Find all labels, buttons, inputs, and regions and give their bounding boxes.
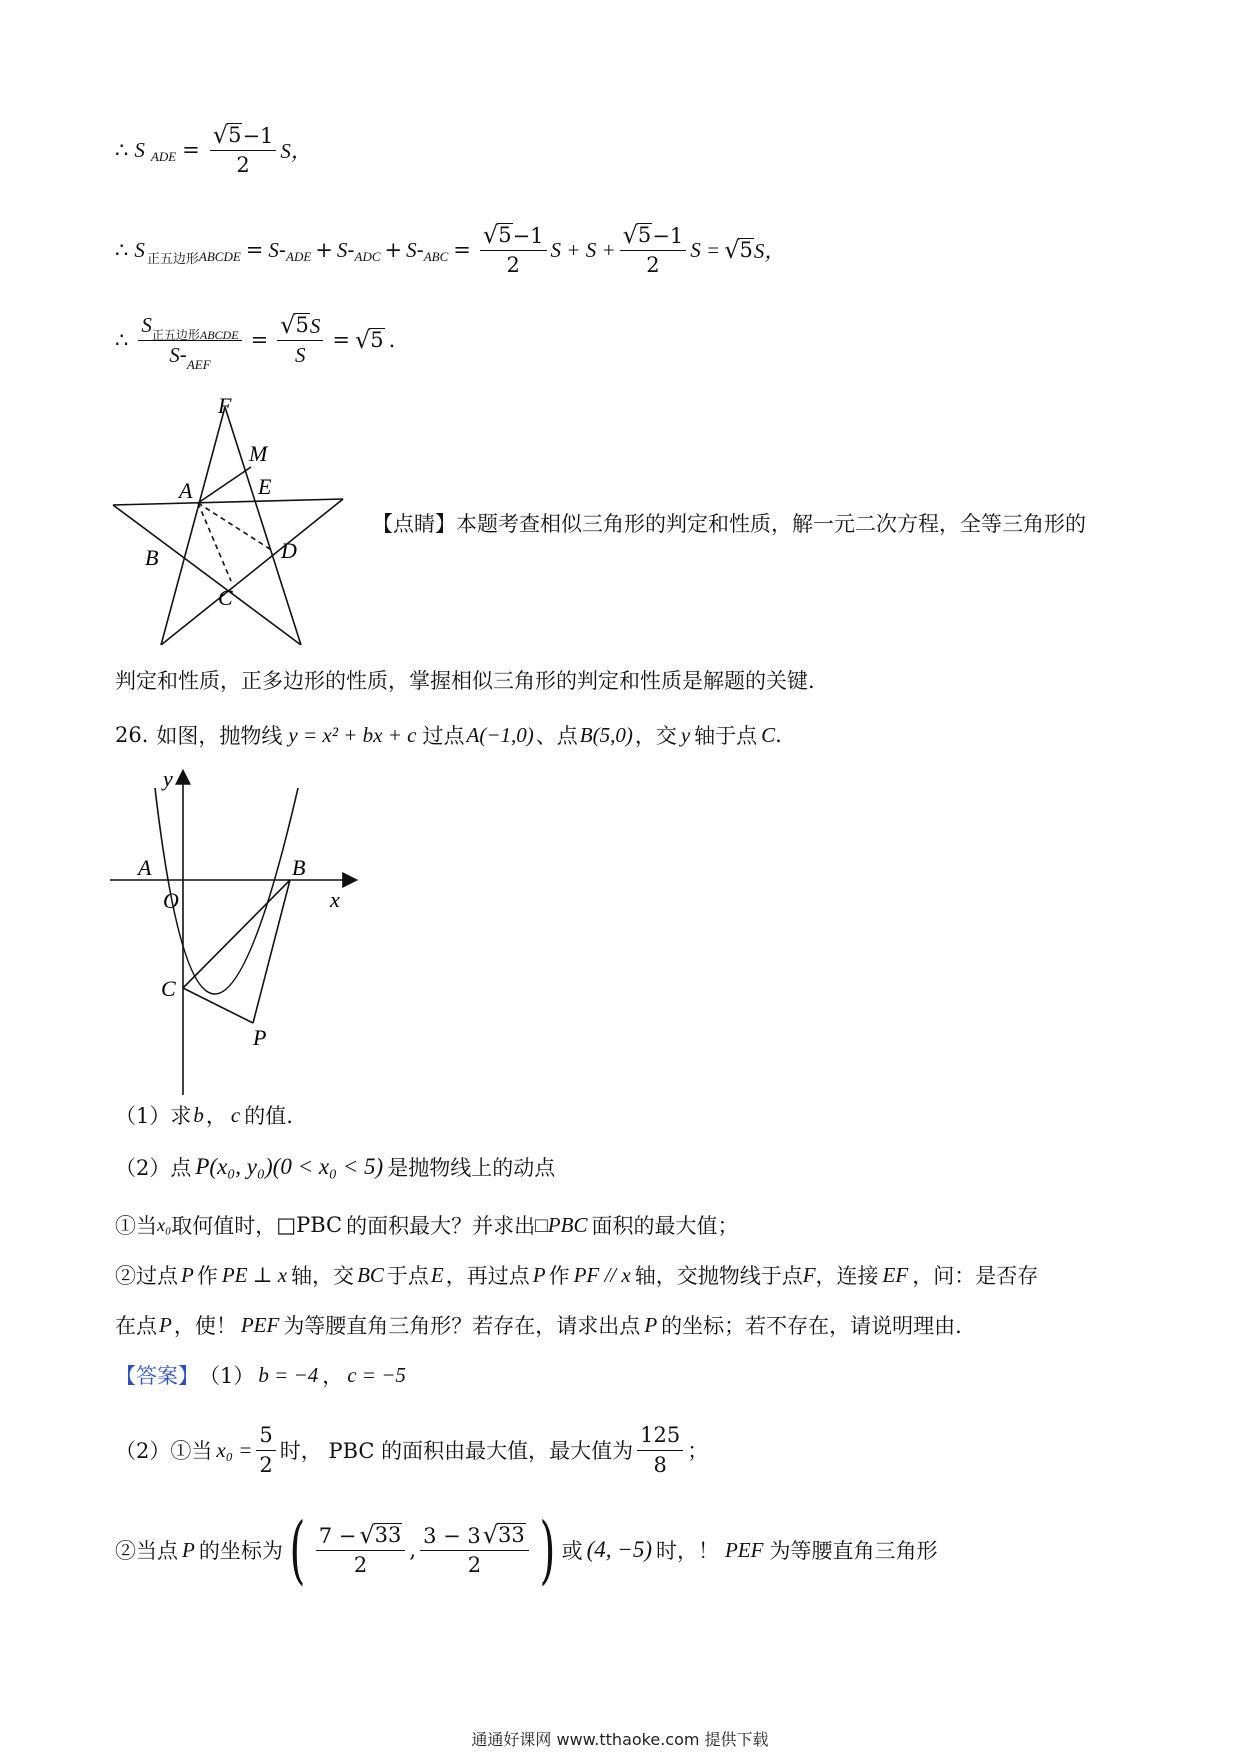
middle-terms: S + S + <box>550 237 616 262</box>
label-B: B <box>145 545 159 570</box>
sub2-P3: P <box>159 1312 172 1337</box>
answer-3-tail-1: 时，！ <box>655 1539 719 1563</box>
sub1-text-c: 的面积最大？并求出 <box>346 1214 536 1238</box>
star-edge-AE <box>113 499 343 505</box>
q26-point-A: A(−1,0) <box>466 722 534 747</box>
sub2-P4: P <box>644 1312 658 1337</box>
part-2 <box>115 1152 555 1182</box>
segment-AM <box>198 467 251 503</box>
therefore-symbol: ∴ <box>115 138 129 162</box>
equals: = <box>182 138 200 162</box>
answer-3 <box>115 1507 938 1593</box>
part-2-condition: (0 < x₀ < 5) <box>272 1154 384 1179</box>
label-x: x <box>330 887 340 912</box>
sub2-text-2c: 为等腰直角三角形？若存在，请求出点 <box>283 1314 641 1338</box>
sub2-F: F <box>802 1262 816 1287</box>
sqrt5S-over-S: √ 5 S S <box>277 313 323 367</box>
sub2-PEF: PEF <box>240 1312 280 1337</box>
label-C: C <box>218 585 233 610</box>
label-y: y <box>163 766 173 791</box>
part-2-tail: 是抛物线上的动点 <box>387 1156 556 1180</box>
answer-2-label: （2）①当 <box>115 1439 213 1463</box>
answer-3-label: ②当点 <box>115 1539 178 1563</box>
sub-question-2-line-1 <box>115 1260 1038 1290</box>
answer-3-y-fraction: 3 − 3 √ 33 2 <box>420 1523 529 1577</box>
sub2-text-c: 轴，交 <box>291 1264 355 1288</box>
pentagon-subscript: ABCDE <box>198 249 241 264</box>
part-1-label: （1）求 <box>115 1104 192 1128</box>
label-E: E <box>258 474 272 499</box>
sub2-P1: P <box>181 1262 194 1287</box>
answer-1-b: b = −4 <box>258 1362 319 1387</box>
answer-2-fraction: $\frac{5}{2}$ <box>256 1423 275 1476</box>
sub2-text-g: 轴，交抛物线于点 <box>634 1264 803 1288</box>
label-A: A <box>179 478 193 503</box>
q26-y: y <box>680 722 691 747</box>
sub2-text-a: ②过点 <box>115 1264 178 1288</box>
answer-3-x-fraction: 7 − √ 33 2 <box>316 1523 406 1577</box>
segment-CB <box>183 880 290 988</box>
q26-text-3: 、点 <box>535 724 578 748</box>
answer-1-label: （1） <box>199 1364 255 1388</box>
answer-3-point: (4, −5) <box>586 1537 652 1562</box>
result-sqrt: √ 5 <box>354 325 384 354</box>
star-edge-BD <box>113 505 301 645</box>
therefore-symbol: ∴ <box>115 238 129 262</box>
therefore-symbol: ∴ <box>115 328 129 352</box>
part-1-b: b <box>193 1102 204 1127</box>
q26-text-6: . <box>775 723 782 747</box>
answer-3-or: 或 <box>561 1539 583 1563</box>
sub2-text-f: 作 <box>548 1264 570 1288</box>
sub1-text-d: 面积的最大值； <box>591 1214 739 1238</box>
sub2-text-2a: 在点 <box>115 1314 157 1338</box>
result-sqrt: √ 5 <box>724 235 753 264</box>
left-paren: ( <box>289 1507 306 1593</box>
q26-text-4: ，交 <box>634 724 677 748</box>
star-edge-FB <box>161 407 225 645</box>
answer-3-P: P <box>182 1537 195 1562</box>
sub2-text-e: ，再过点 <box>445 1264 530 1288</box>
sub-question-2-line-2 <box>115 1310 962 1340</box>
plus: + <box>315 238 333 262</box>
answer-2-x0: x₀ = <box>216 1437 253 1462</box>
equals: = <box>332 328 350 352</box>
area-symbol: S <box>134 137 145 162</box>
sub1-x0: x₀ <box>157 1214 172 1235</box>
answer-1 <box>115 1360 406 1390</box>
sub2-text-h: ，连接 <box>815 1264 879 1288</box>
answer-3-PEF: PEF <box>724 1537 764 1562</box>
part-1 <box>115 1100 293 1130</box>
question-number: 26. <box>115 723 149 747</box>
label-F: F <box>218 395 232 418</box>
area-subscript: ADE <box>150 149 177 164</box>
sub1-text-b: 取何值时， <box>171 1214 277 1238</box>
sub2-text-i: ，问：是否存 <box>912 1264 1039 1288</box>
answer-2-text: 时， PBC 的面积由最大值，最大值为 <box>279 1439 634 1463</box>
comment-line-1 <box>372 508 1086 538</box>
answer-2-end: ； <box>687 1439 709 1463</box>
answer-3-text: 的坐标为 <box>198 1539 283 1563</box>
answer-tag: 【答案】 <box>115 1364 199 1388</box>
area-tail: S， <box>280 139 312 163</box>
question-26 <box>115 720 782 750</box>
star-figure <box>105 395 365 645</box>
q26-point-B: B(5,0) <box>579 722 633 747</box>
comment-text-2: 判定和性质，正多边形的性质，掌握相似三角形的判定和性质是解题的关键. <box>115 669 815 693</box>
segment-PB <box>253 880 290 1023</box>
dashed-AC <box>198 503 231 581</box>
answer-2 <box>115 1418 708 1482</box>
q26-text-1: 如图，抛物线 <box>156 724 283 748</box>
label-B: B <box>292 855 306 880</box>
parabola-graph <box>105 760 365 1100</box>
answer-1-sep: ， <box>322 1364 344 1388</box>
sub2-text-b: 作 <box>196 1264 218 1288</box>
label-P: P <box>253 1025 267 1050</box>
label-O: O <box>163 888 179 913</box>
part-1-sep: ， <box>205 1104 227 1128</box>
comment-text-1: 本题考查相似三角形的判定和性质，解一元二次方程，全等三角形的 <box>456 512 1086 536</box>
answer-3-tail-2: 为等腰直角三角形 <box>769 1539 938 1563</box>
sub2-PF: PF // x <box>573 1262 631 1287</box>
sub-question-1 <box>115 1210 738 1240</box>
pentagon-subscript-cn: 正五边形 <box>146 251 199 267</box>
sub2-BC: BC <box>357 1262 384 1287</box>
sub2-PE: PE ⊥ x <box>221 1262 288 1287</box>
sub2-text-d: 于点 <box>386 1264 429 1288</box>
q26-C: C <box>761 722 776 747</box>
fraction-2: √ 5 −1 2 <box>620 223 687 277</box>
label-A: A <box>138 855 152 880</box>
equals: = <box>250 328 269 352</box>
sub2-text-2b: ，使！ <box>173 1314 237 1338</box>
equation-line-3 <box>115 305 395 375</box>
dashed-AD <box>198 503 273 551</box>
term-abc: S <box>406 237 417 262</box>
fraction-sqrt5-minus1-over-2: √ 5 −1 2 <box>210 123 277 177</box>
q26-formula: y = x² + bx + c <box>288 722 417 747</box>
period: . <box>388 328 396 352</box>
ratio-fraction: $\frac{S_{正五边形ABCDE}}{S-_{AEF}}$ <box>138 313 241 366</box>
part-2-label: （2）点 <box>115 1156 192 1180</box>
fraction-1: √ 5 −1 2 <box>480 223 547 277</box>
term-adc-sub: ADC <box>354 249 381 264</box>
right-paren: ) <box>539 1507 556 1593</box>
equation-line-1 <box>115 120 312 180</box>
sub2-EF: EF <box>882 1262 909 1287</box>
term-abc-sub: ABC <box>423 249 449 264</box>
result-tail: S， <box>753 239 786 263</box>
area-symbol: S <box>134 237 145 262</box>
q26-text-5: 轴于点 <box>694 724 758 748</box>
sub2-P2: P <box>532 1262 546 1287</box>
part-1-tail: 的值. <box>244 1104 293 1128</box>
part-1-c: c <box>230 1102 241 1127</box>
equation-line-2: ∴ S 正五边形 ABCDE = S - ADE + S - ADC + S - ABC = √ 5 −1 2 S + S + √ 5 −1 2 S = √ 5 S， <box>115 220 786 277</box>
sub2-text-2d: 的坐标；若不存在，请说明理由. <box>661 1314 962 1338</box>
sub1-text-a: ①当 <box>115 1214 157 1238</box>
sub2-E: E <box>430 1262 444 1287</box>
sub1-triangle-2: □PBC <box>535 1212 588 1237</box>
equals: = <box>453 238 471 262</box>
after-fraction: S = <box>690 237 721 262</box>
label-M: M <box>249 441 268 466</box>
star-edge-EC <box>161 499 343 645</box>
label-D: D <box>281 538 297 563</box>
answer-3-comma: , <box>409 1538 417 1562</box>
q26-text-2: 过点 <box>422 724 465 748</box>
part-2-point: P(x₀, y₀) <box>195 1154 273 1179</box>
term-ade: S <box>268 237 279 262</box>
comment-line-2 <box>115 665 815 695</box>
term-adc: S <box>336 237 348 262</box>
comment-tag: 【点睛】 <box>372 512 456 536</box>
footer: 通通好课网 www.tthaoke.com 提供下载 <box>471 1730 769 1749</box>
label-C: C <box>161 976 176 1001</box>
answer-2-max-fraction: $\frac{125}{8}$ <box>637 1423 683 1476</box>
equals: = <box>245 238 264 262</box>
term-ade-sub: ADE <box>286 249 312 264</box>
sub1-triangle-1: □PBC <box>276 1213 343 1237</box>
answer-1-c: c = −5 <box>347 1362 406 1387</box>
plus: + <box>384 238 403 262</box>
